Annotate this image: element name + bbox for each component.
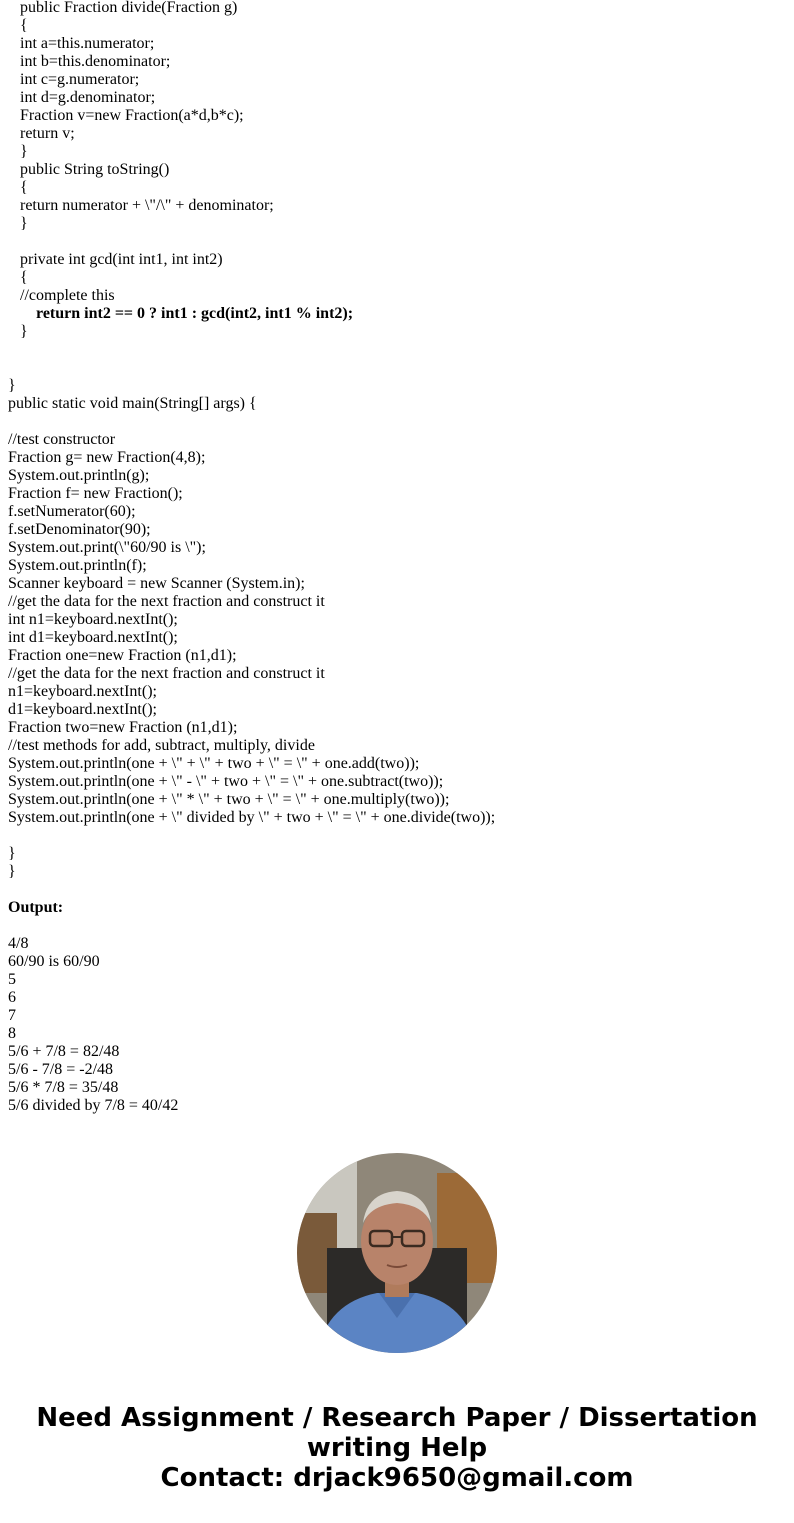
code-line: } bbox=[20, 323, 28, 340]
code-line: private int gcd(int int1, int int2) bbox=[20, 251, 223, 268]
code-line: } bbox=[8, 377, 16, 394]
portrait-image bbox=[297, 1153, 497, 1353]
document-body bbox=[8, 0, 788, 1115]
code-line: } bbox=[8, 863, 16, 880]
blank-line bbox=[8, 413, 788, 431]
output-listing bbox=[8, 935, 788, 1115]
author-portrait bbox=[297, 1153, 497, 1353]
code-line: int n1=keyboard.nextInt(); bbox=[8, 611, 178, 628]
code-line: } bbox=[8, 845, 16, 862]
code-line: Fraction f= new Fraction(); bbox=[8, 485, 183, 502]
output-line: 60/90 is 60/90 bbox=[8, 953, 100, 970]
code-line: System.out.println(one + \" * \" + two + \" = \" + one.multiply(two)); bbox=[8, 791, 450, 808]
output-line: 5/6 divided by 7/8 = 40/42 bbox=[8, 1097, 179, 1114]
code-line: Fraction one=new Fraction (n1,d1); bbox=[8, 647, 237, 664]
code-line: System.out.println(one + \" - \" + two + \" = \" + one.subtract(two)); bbox=[8, 773, 444, 790]
code-line: { bbox=[20, 179, 28, 196]
spacer bbox=[8, 917, 788, 935]
output-line: 4/8 bbox=[8, 935, 29, 952]
code-line: Fraction g= new Fraction(4,8); bbox=[8, 449, 206, 466]
code-line: int d1=keyboard.nextInt(); bbox=[8, 629, 178, 646]
output-line: 6 bbox=[8, 989, 16, 1006]
code-line: n1=keyboard.nextInt(); bbox=[8, 683, 157, 700]
code-line: System.out.println(g); bbox=[8, 467, 150, 484]
code-line: //get the data for the next fraction and construct it bbox=[8, 665, 325, 682]
code-line: f.setDenominator(90); bbox=[8, 521, 151, 538]
code-line: System.out.println(one + \" divided by \" + two + \" = \" + one.divide(two)); bbox=[8, 809, 496, 826]
code-line: d1=keyboard.nextInt(); bbox=[8, 701, 157, 718]
spacer bbox=[8, 881, 788, 899]
output-line: 8 bbox=[8, 1025, 16, 1042]
code-line: int d=g.denominator; bbox=[20, 89, 156, 106]
code-line: System.out.print(\"60/90 is \"); bbox=[8, 539, 206, 556]
code-line: int a=this.numerator; bbox=[20, 35, 155, 52]
code-line: } bbox=[20, 215, 28, 232]
code-line: return numerator + \"/\" + denominator; bbox=[20, 197, 274, 214]
code-line: f.setNumerator(60); bbox=[8, 503, 136, 520]
output-line: 5/6 - 7/8 = -2/48 bbox=[8, 1061, 114, 1078]
code-line: //complete this bbox=[20, 287, 115, 304]
output-line: 5 bbox=[8, 971, 16, 988]
code-line: { bbox=[20, 269, 28, 286]
blank-line bbox=[8, 233, 788, 251]
code-line: int b=this.denominator; bbox=[20, 53, 171, 70]
output-line: 5/6 + 7/8 = 82/48 bbox=[8, 1043, 120, 1060]
code-line: public Fraction divide(Fraction g) bbox=[20, 0, 238, 16]
code-line: return int2 == 0 ? int1 : gcd(int2, int1 % int2); bbox=[36, 305, 354, 322]
code-line: int c=g.numerator; bbox=[20, 71, 140, 88]
promo-line-3: Contact: drjack9650@gmail.com bbox=[160, 1463, 634, 1493]
output-line: 5/6 * 7/8 = 35/48 bbox=[8, 1079, 119, 1096]
code-line: Fraction v=new Fraction(a*d,b*c); bbox=[20, 107, 244, 124]
output-line: 7 bbox=[8, 1007, 16, 1024]
output-heading: Output: bbox=[8, 899, 64, 916]
code-line: //get the data for the next fraction and construct it bbox=[8, 593, 325, 610]
code-line: Scanner keyboard = new Scanner (System.in); bbox=[8, 575, 305, 592]
blank-line bbox=[8, 359, 788, 377]
code-line: public String toString() bbox=[20, 161, 170, 178]
code-line: } bbox=[20, 143, 28, 160]
promo-line-2: writing Help bbox=[306, 1433, 488, 1463]
code-line: //test methods for add, subtract, multiply, divide bbox=[8, 737, 315, 754]
code-listing bbox=[8, 0, 788, 881]
code-line: //test constructor bbox=[8, 431, 116, 448]
blank-line bbox=[8, 827, 788, 845]
code-line: System.out.println(one + \" + \" + two + \" = \" + one.add(two)); bbox=[8, 755, 420, 772]
blank-line bbox=[8, 341, 788, 359]
code-line: { bbox=[20, 17, 28, 34]
code-line: return v; bbox=[20, 125, 75, 142]
code-line: public static void main(String[] args) { bbox=[8, 395, 257, 412]
code-line: System.out.println(f); bbox=[8, 557, 147, 574]
promo-banner bbox=[0, 1403, 794, 1493]
promo-line-1: Need Assignment / Research Paper / Dissertation bbox=[36, 1403, 758, 1433]
code-line: Fraction two=new Fraction (n1,d1); bbox=[8, 719, 238, 736]
